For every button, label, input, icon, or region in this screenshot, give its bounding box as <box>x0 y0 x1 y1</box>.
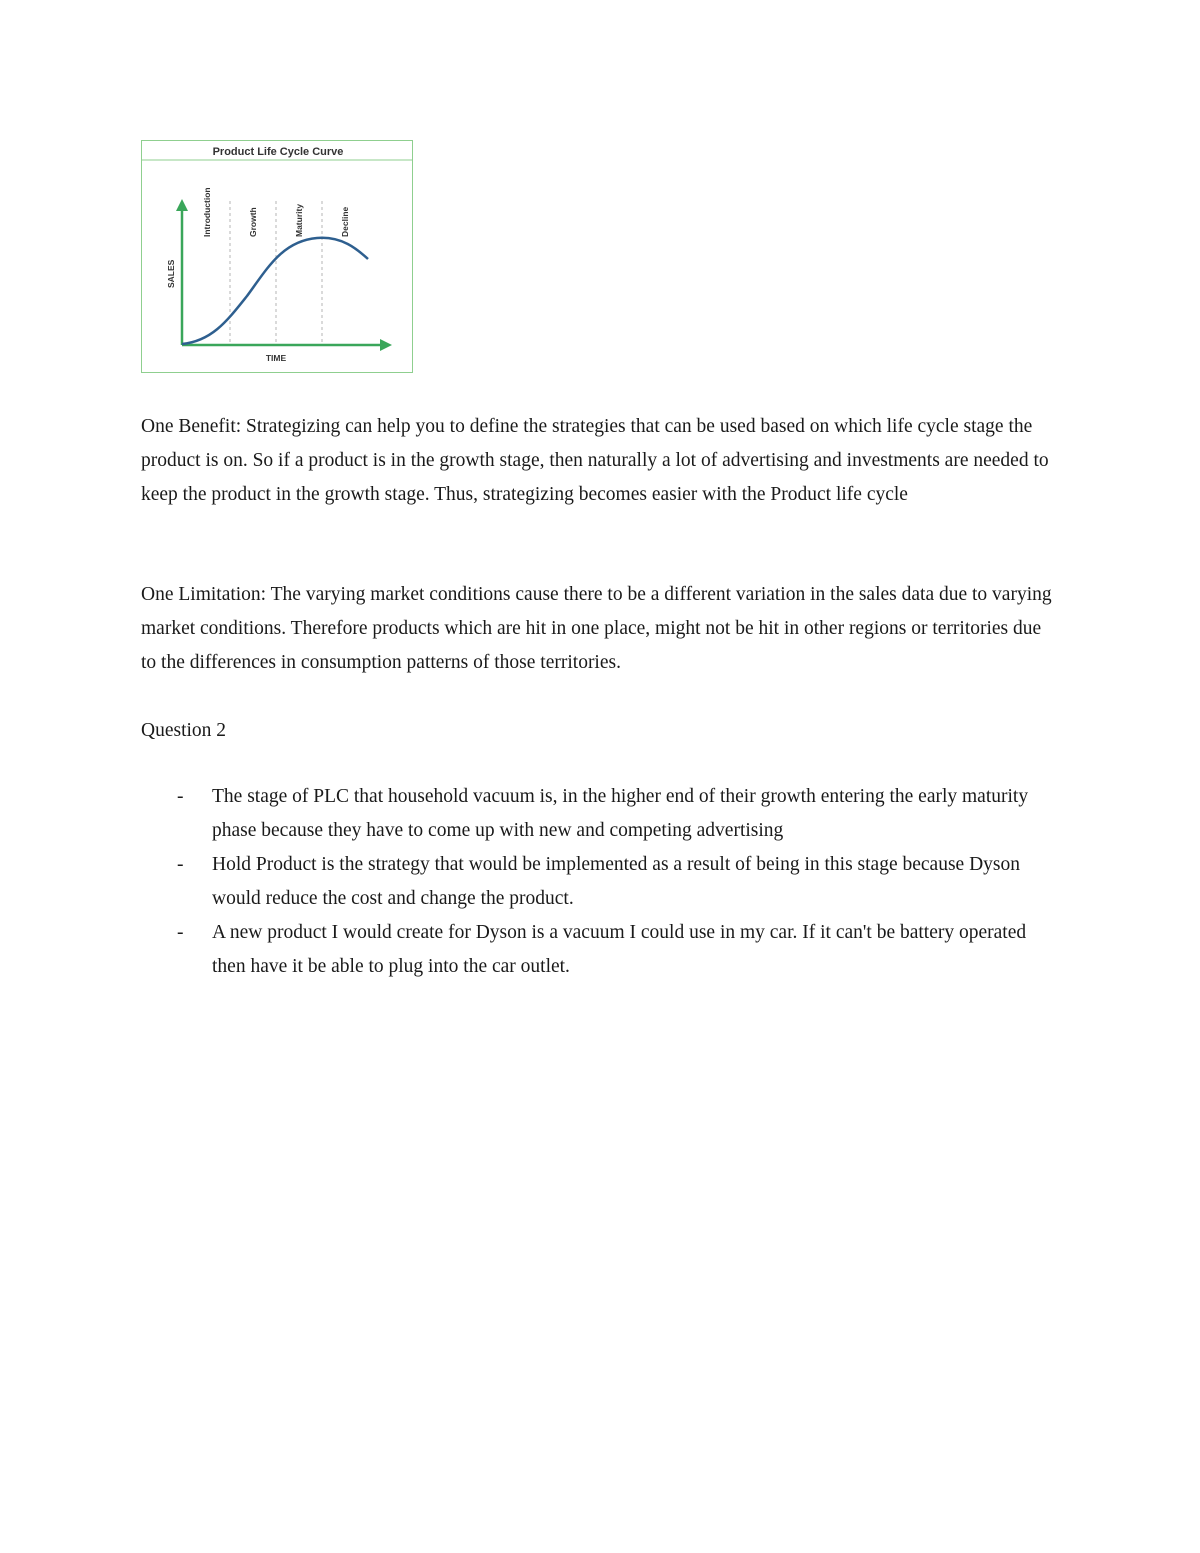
plc-chart <box>142 141 412 372</box>
limitation-paragraph <box>141 578 1061 680</box>
figure-title: Product Life Cycle Curve <box>212 146 344 158</box>
stage-label-growth: Growth <box>248 207 258 237</box>
question-heading <box>141 714 1061 748</box>
limitation-text: One Limitation: The varying market conditions cause there to be a different variation in the sales data due to varying market conditions. Therefore products which are hit in one place, might not be hit in other regions or territories due to the differences in consumption patterns of those territories. <box>141 584 1052 673</box>
question-heading-text: Question 2 <box>141 720 227 741</box>
list-item-text: A new product I would create for Dyson is a vacuum I could use in my car. If it can't be battery operated then have it be able to plug into the car outlet. <box>212 922 1027 977</box>
stage-label-maturity: Maturity <box>294 203 304 237</box>
answer-list <box>141 780 1061 984</box>
bullet-dash: - <box>177 786 184 807</box>
bullet-dash: - <box>177 922 184 943</box>
benefit-paragraph <box>141 410 1061 512</box>
y-axis-label: SALES <box>166 259 176 288</box>
sales-curve <box>182 238 368 344</box>
benefit-text: One Benefit: Strategizing can help you to define the strategies that can be used based on which life cycle stage the product is on. So if a product is in the growth stage, then naturally a lot of advertising and investments are needed to keep the product in the growth stage. Thus, strategizing becomes easier with the Product life cycle <box>141 416 1049 505</box>
list-item <box>141 780 1061 848</box>
x-axis-label: TIME <box>265 353 287 363</box>
list-item-text: The stage of PLC that household vacuum is, in the higher end of their growth entering the early maturity phase because they have to come up with new and competing advertising <box>212 786 1029 841</box>
list-item <box>141 916 1061 984</box>
stage-label-introduction: Introduction <box>202 187 212 237</box>
product-life-cycle-figure <box>141 140 413 373</box>
list-item <box>141 848 1061 916</box>
y-axis-arrow-icon <box>176 199 188 211</box>
x-axis-arrow-icon <box>380 339 392 351</box>
list-item-text: Hold Product is the strategy that would be implemented as a result of being in this stage because Dyson would reduce the cost and change the product. <box>212 854 1020 909</box>
bullet-dash: - <box>177 854 184 875</box>
stage-label-decline: Decline <box>340 206 350 237</box>
